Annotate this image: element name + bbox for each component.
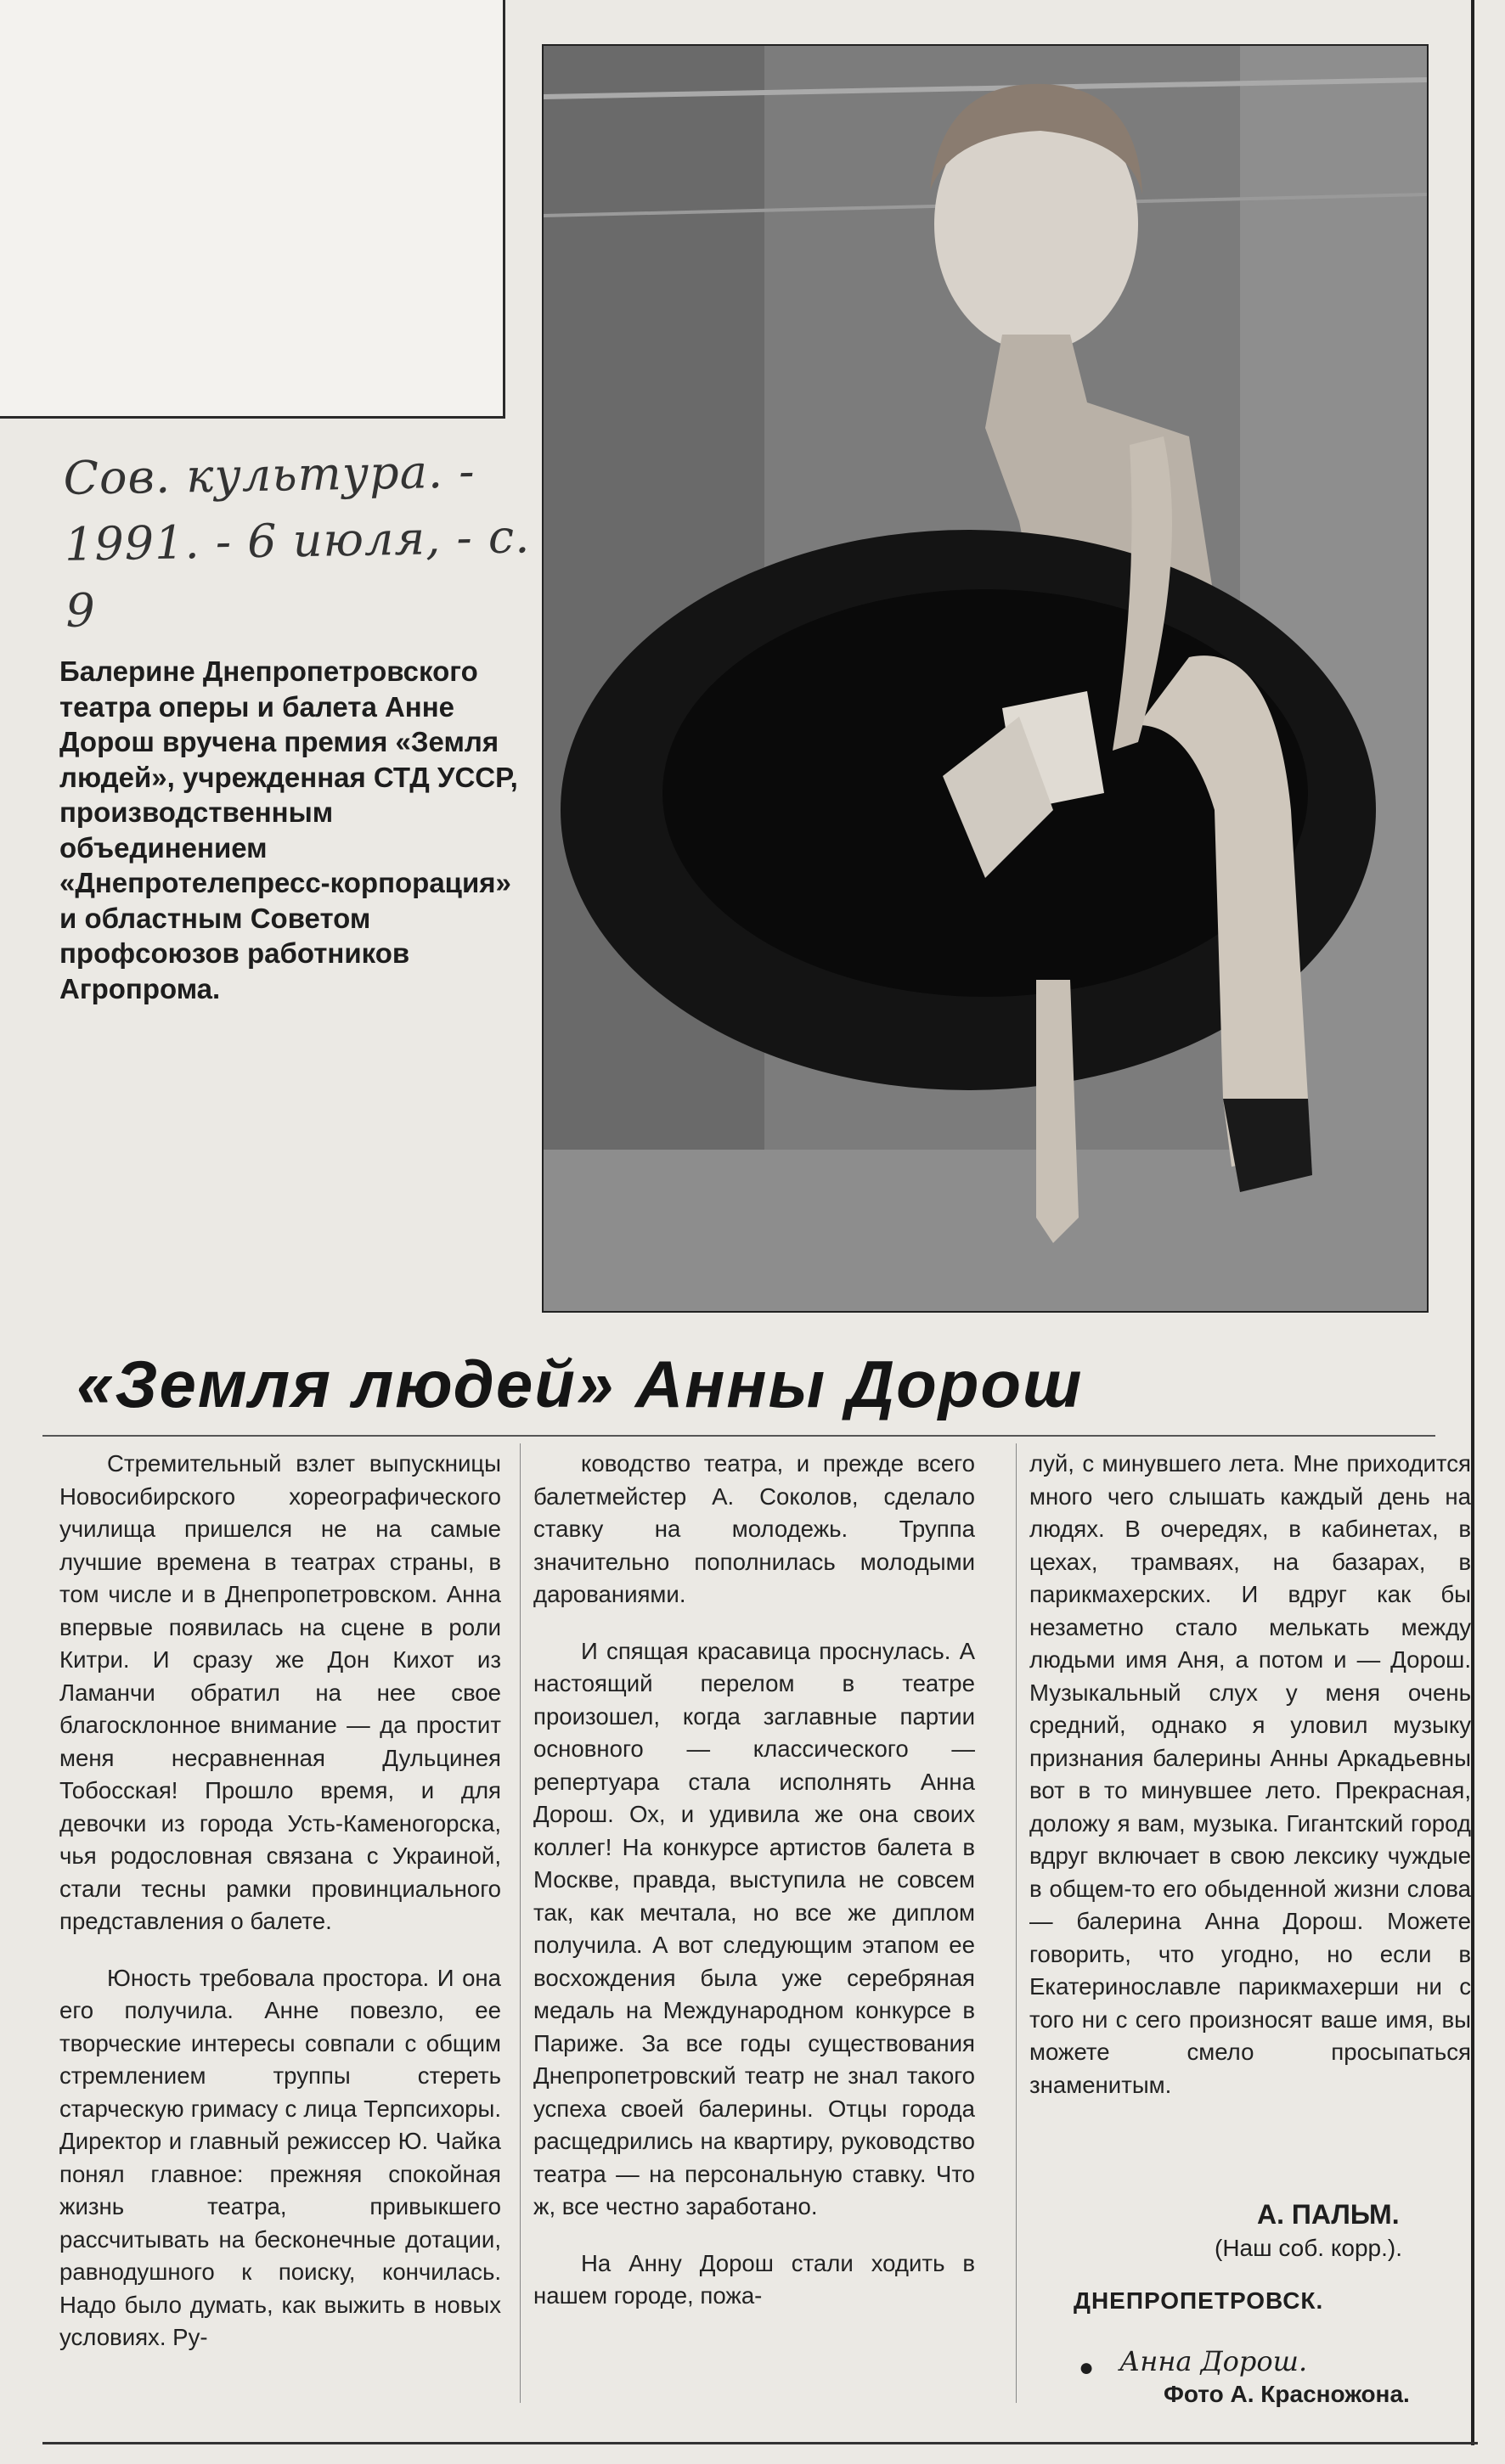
paragraph: И спящая красавица проснулась. А настоящий перелом в театре произошел, когда заглавные партии основного — классического — репертуара стала исполнять Анна Дорош. Ох, и удивила же она своих коллег! На конкурсе артистов балета в Москве, правда, выступила не совсем так, как мечтала, но все же диплом получила. А вот следующим этапом ее восхождения была уже серебряная медаль на Международном конкурсе в Париже. За все годы существования Днепропетровский театр не знал такого успеха своей балерины. Отцы города расщедрились на квартиру, руководство театра — на персональную ставку. Что ж, все честно заработано. bbox=[533, 1637, 975, 2219]
handwritten-line-2: 1991. - 6 июля, - с. 9 bbox=[64, 509, 531, 638]
paper-cut-edge bbox=[0, 0, 505, 419]
paragraph: луй, с минувшего лета. Мне приходится много чего слышать каждый день на людях. В очередях, в кабинетах, в цехах, трамваях, на базарах, в парикмахерских. И вдруг как бы незаметно стало мелькать между людьми имя Аня, а потом и — Дорош. Музыкальный слух у меня очень средний, однако я уловил музыку признания балерины Анны Аркадьевны вот в то минувшее лето. Прекрасная, доложу я вам, музыка. Гигантский город вдруг включает в свою лексику чуждые в общем-то его обыденной жизни слова — балерина Анна Дорош. Можете говорить, что угодно, но если в Екатеринославле парикмахерши ни с того ни с сего произносят ваше имя, вы можете смело просыпаться знаменитым. bbox=[1029, 1450, 1471, 2098]
paragraph: ководство театра, и прежде всего балетмейстер А. Соколов, сделало ставку на молодежь. Труппа значительно пополнилась молодыми дарованиями. bbox=[533, 1450, 975, 1607]
paragraph: Стремительный взлет выпускницы Новосибирского хореографического училища пришелся не на самые лучшие времена в театрах страны, в том числе и в Днепропетровском. Анна впервые появилась на сцене в роли Китри. И сразу же Дон Кихот из Ламанчи обратил на нее свое благосклонное внимание — да простит меня несравненная Дульцинея Тобосская! Прошло время, и для девочки из города Усть-Каменогорска, чья родословная связана с Украиной, стали тесны рамки провинциального представления о балете. bbox=[59, 1450, 501, 1934]
handwritten-note bbox=[63, 437, 542, 644]
ballerina-photo bbox=[542, 44, 1429, 1313]
article-column-1 bbox=[59, 1448, 501, 2354]
column-divider bbox=[1016, 1443, 1017, 2403]
intro-lead: Балерине Днепропетровского театра оперы и балета Анне Дорош вручена премия «Земля людей», учрежденная СТД УССР, производственным объединением «Днепротелепресс-корпорация» и областным Советом профсоюзов работников Агропрома. bbox=[59, 655, 518, 1004]
author-role: (Наш соб. корр.). bbox=[1215, 2235, 1403, 2261]
article-column-2 bbox=[533, 1448, 975, 2313]
handwritten-line-1: Сов. культура. - bbox=[63, 444, 476, 505]
paragraph: Юность требовала простора. И она его получила. Анне повезло, ее творческие интересы совпали с общим стремлением труппы стереть старческую гримасу с лица Терпсихоры. Директор и главный режиссер Ю. Чайка понял главное: прежняя спокойная жизнь театра, привыкшего рассчитывать на бесконечные дотации, равнодушного к поиску, кончилась. Надо было думать, как выжить в новых условиях. Ру- bbox=[59, 1964, 501, 2350]
author-signature: А. ПАЛЬМ. bbox=[1257, 2199, 1400, 2230]
clipping-border bbox=[1471, 0, 1474, 2445]
article-headline: «Земля людей» Анны Дорош bbox=[76, 1347, 1084, 1421]
dateline-city: ДНЕПРОПЕТРОВСК. bbox=[1074, 2287, 1324, 2314]
bottom-rule bbox=[42, 2442, 1478, 2444]
caption-bullet-icon: ● bbox=[1079, 2354, 1095, 2382]
column-divider bbox=[520, 1443, 521, 2403]
headline-rule bbox=[42, 1435, 1435, 1437]
photo-caption-name: Анна Дорош. bbox=[1119, 2345, 1308, 2377]
paragraph: На Анну Дорош стали ходить в нашем городе, пожа- bbox=[533, 2249, 975, 2309]
article-column-3 bbox=[1029, 1448, 1471, 2101]
photo-credit: Фото А. Красножона. bbox=[1164, 2381, 1410, 2407]
